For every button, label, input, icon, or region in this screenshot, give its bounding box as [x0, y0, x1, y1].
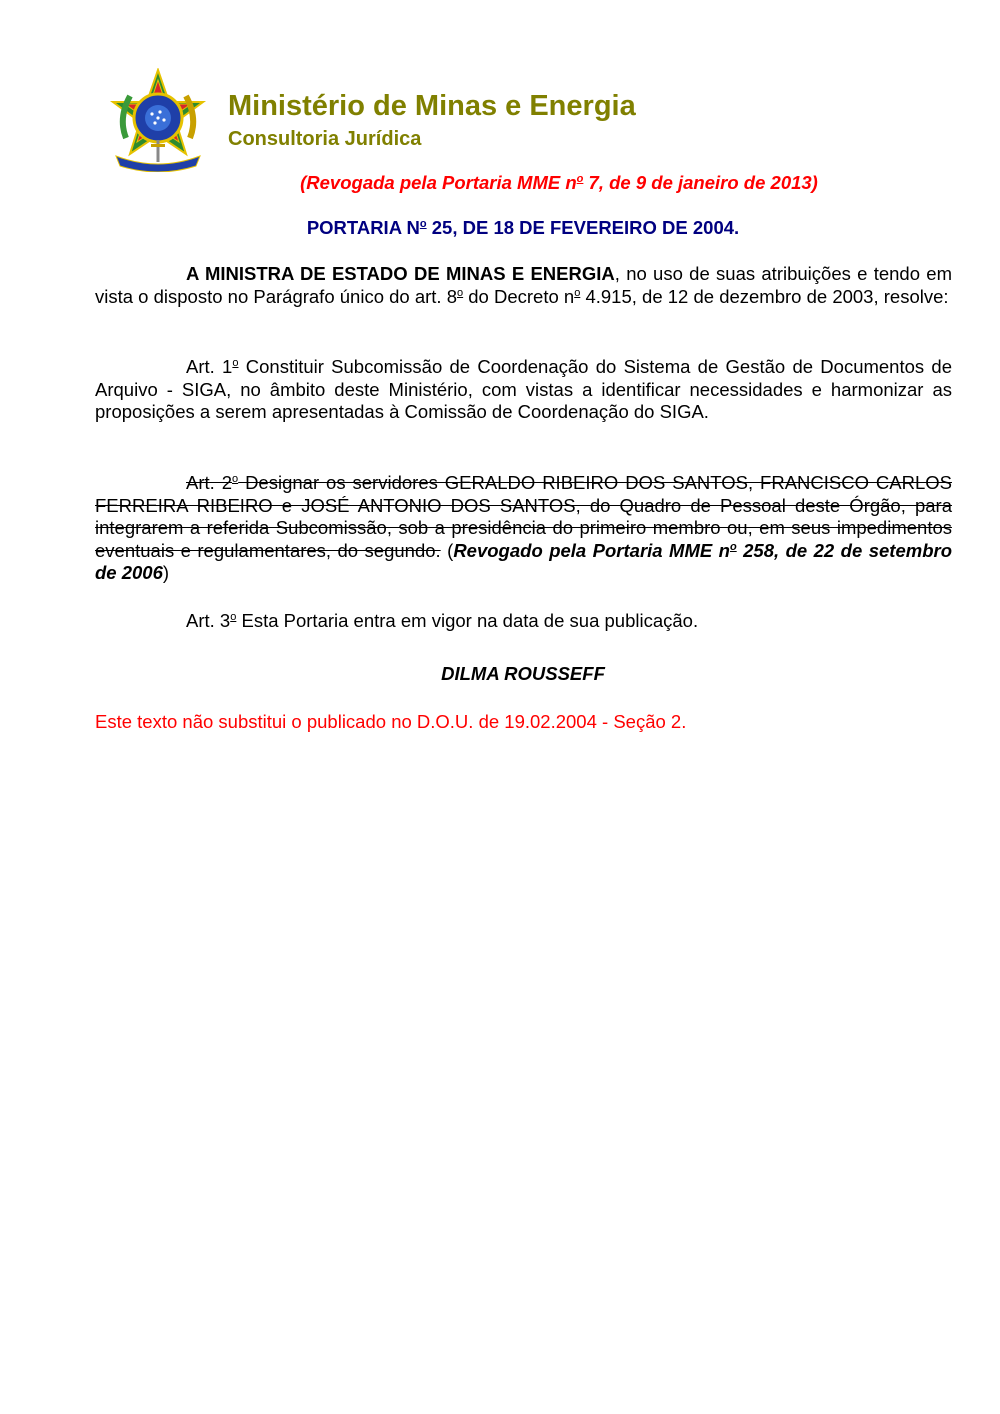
- document-title: [0, 215, 1000, 241]
- article-label: Art. 1: [186, 356, 233, 377]
- article-label: Art. 3: [186, 610, 231, 631]
- preamble-paragraph: [95, 263, 952, 308]
- department-name: Consultoria Jurídica: [228, 128, 422, 150]
- revoked-article-label: Art. 2: [186, 472, 233, 493]
- revocation-reference-prefix: Revogado pela Portaria MME n: [453, 539, 730, 561]
- title-suffix: 25, DE 18 DE FEVEREIRO DE 2004.: [426, 217, 740, 238]
- ordinal-indicator: o: [729, 540, 737, 553]
- preamble-text: , no uso de suas atribuições e tendo em vista o disposto no Parágrafo único do art. 8: [95, 263, 953, 307]
- article-text: Constituir Subcomissão de Coordenação do Sistema de Gestão de Documentos de Arquivo - SIGA, no âmbito deste Ministério, com vistas a identificar necessidades e harmonizar as proposições a serem apresentadas à Comissão de Coordenação do SIGA.: [95, 356, 953, 422]
- ordinal-indicator: o: [232, 473, 239, 485]
- article-2: [95, 472, 952, 585]
- ordinal-indicator: o: [419, 218, 427, 230]
- revocation-note: [0, 170, 1000, 196]
- revocation-paren-close: ): [162, 562, 170, 583]
- ordinal-indicator: o: [232, 357, 239, 369]
- publication-disclaimer: Este texto não substitui o publicado no D.O.U. de 19.02.2004 - Seção 2.: [95, 711, 687, 732]
- signatory-name: DILMA ROUSSEFF: [441, 663, 605, 684]
- revocation-note-suffix: 7, de 9 de janeiro de 2013): [583, 172, 818, 193]
- article-text: Esta Portaria entra em vigor na data de sua publicação.: [236, 610, 699, 631]
- revocation-paren-open: (: [440, 539, 454, 561]
- authority-name: A MINISTRA DE ESTADO DE MINAS E ENERGIA: [186, 263, 615, 284]
- revocation-reference-suffix: 258, de 22 de setembro de 2006: [95, 539, 952, 583]
- article-1: [95, 356, 952, 424]
- ordinal-indicator: o: [574, 286, 581, 299]
- ordinal-indicator: o: [230, 611, 237, 623]
- preamble-text: do Decreto n: [463, 285, 575, 307]
- ordinal-indicator: o: [457, 286, 464, 299]
- title-prefix: PORTARIA N: [306, 217, 420, 238]
- revoked-article-text: Designar os servidores GERALDO RIBEIRO DOS SANTOS, FRANCISCO CARLOS FERREIRA RIBEIRO e JOSÉ ANTONIO DOS SANTOS, do Quadro de Pessoal deste Órgão, para integrarem a referida Subcomissão, sob a presidência do primeiro membro ou, em seus impedimentos eventuais e regulamentares, do segundo.: [95, 472, 952, 561]
- article-3: [95, 610, 952, 633]
- ministry-name: Ministério de Minas e Energia: [228, 90, 636, 122]
- ordinal-indicator: o: [576, 173, 584, 185]
- coat-of-arms-emblem: [108, 68, 208, 172]
- preamble-text: 4.915, de 12 de dezembro de 2003, resolve:: [580, 285, 949, 307]
- revocation-note-prefix: (Revogada pela Portaria MME n: [300, 172, 577, 193]
